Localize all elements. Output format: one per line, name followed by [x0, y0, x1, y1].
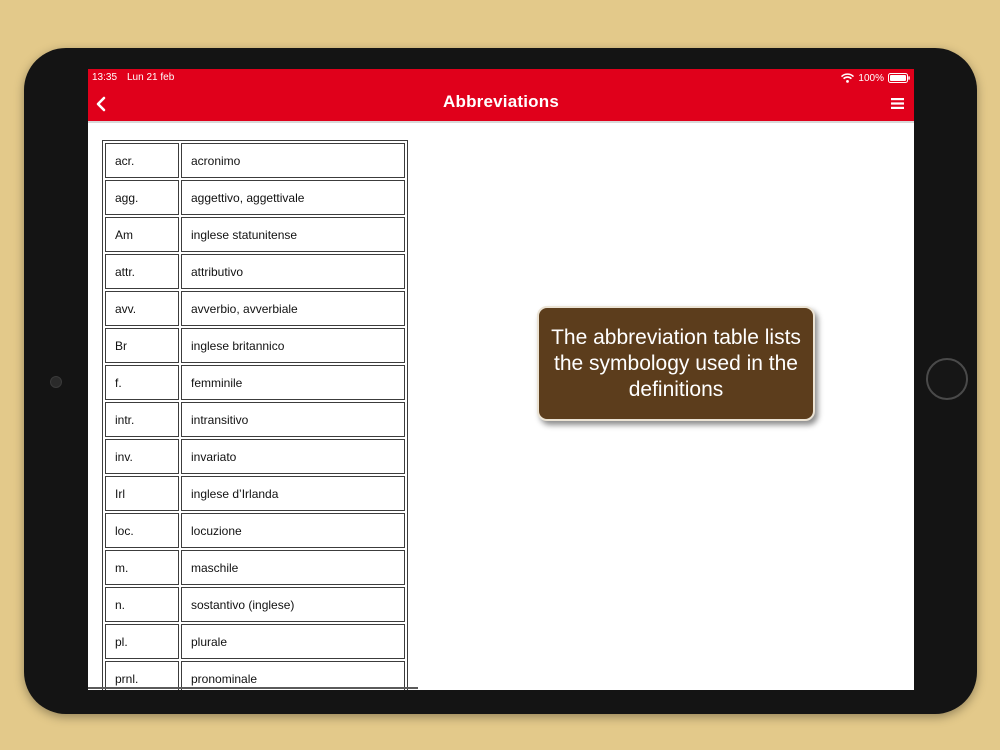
status-indicators: [841, 71, 910, 85]
table-row: [105, 365, 405, 400]
abbreviation-cell: intr.: [105, 402, 179, 437]
table-row: [105, 513, 405, 548]
table-row: [105, 624, 405, 659]
abbreviation-cell: acr.: [105, 143, 179, 178]
definition-cell: intransitivo: [181, 402, 405, 437]
definition-cell: inglese statunitense: [181, 217, 405, 252]
abbreviation-cell: attr.: [105, 254, 179, 289]
header-divider: [88, 121, 914, 123]
definition-cell: inglese britannico: [181, 328, 405, 363]
abbreviation-cell: prnl.: [105, 661, 179, 690]
home-button[interactable]: [926, 358, 968, 400]
abbreviation-cell: avv.: [105, 291, 179, 326]
table-row: [105, 402, 405, 437]
battery-percentage: 100%: [858, 72, 884, 84]
table-row: [105, 661, 405, 690]
callout-text: The abbreviation table lists the symbology used in the definitions: [551, 325, 801, 401]
menu-button[interactable]: [890, 96, 905, 111]
definition-cell: invariato: [181, 439, 405, 474]
abbreviations-table-body: [105, 143, 405, 690]
table-row: [105, 254, 405, 289]
definition-cell: femminile: [181, 365, 405, 400]
abbreviation-cell: loc.: [105, 513, 179, 548]
table-row: [105, 143, 405, 178]
app-screen: [88, 69, 914, 690]
page-title: Abbreviations: [443, 92, 559, 111]
abbreviation-cell: m.: [105, 550, 179, 585]
table-row: [105, 180, 405, 215]
table-row: [105, 439, 405, 474]
table-row: [105, 587, 405, 622]
callout-tooltip: [537, 306, 815, 421]
definition-cell: attributivo: [181, 254, 405, 289]
abbreviation-cell: inv.: [105, 439, 179, 474]
abbreviation-cell: Br: [105, 328, 179, 363]
scroll-edge-line: [88, 687, 418, 689]
abbreviation-cell: n.: [105, 587, 179, 622]
definition-cell: locuzione: [181, 513, 405, 548]
table-row: [105, 550, 405, 585]
definition-cell: pronominale: [181, 661, 405, 690]
status-date: Lun 21 feb: [127, 72, 175, 83]
definition-cell: sostantivo (inglese): [181, 587, 405, 622]
abbreviations-table: [102, 140, 408, 690]
definition-cell: maschile: [181, 550, 405, 585]
status-time: 13:35: [92, 72, 118, 83]
abbreviation-cell: Irl: [105, 476, 179, 511]
definition-cell: acronimo: [181, 143, 405, 178]
definition-cell: avverbio, avverbiale: [181, 291, 405, 326]
abbreviation-cell: agg.: [105, 180, 179, 215]
definition-cell: plurale: [181, 624, 405, 659]
app-header: [88, 69, 914, 121]
definition-cell: inglese d’Irlanda: [181, 476, 405, 511]
status-bar: [88, 69, 914, 87]
abbreviation-cell: pl.: [105, 624, 179, 659]
abbreviation-cell: f.: [105, 365, 179, 400]
table-row: [105, 217, 405, 252]
table-row: [105, 476, 405, 511]
front-camera: [50, 376, 62, 388]
definition-cell: aggettivo, aggettivale: [181, 180, 405, 215]
hamburger-menu-icon: [891, 98, 904, 109]
abbreviation-cell: Am: [105, 217, 179, 252]
table-row: [105, 328, 405, 363]
wifi-icon: [841, 73, 854, 83]
battery-icon: [888, 73, 910, 83]
table-row: [105, 291, 405, 326]
tablet-device: [24, 48, 977, 714]
